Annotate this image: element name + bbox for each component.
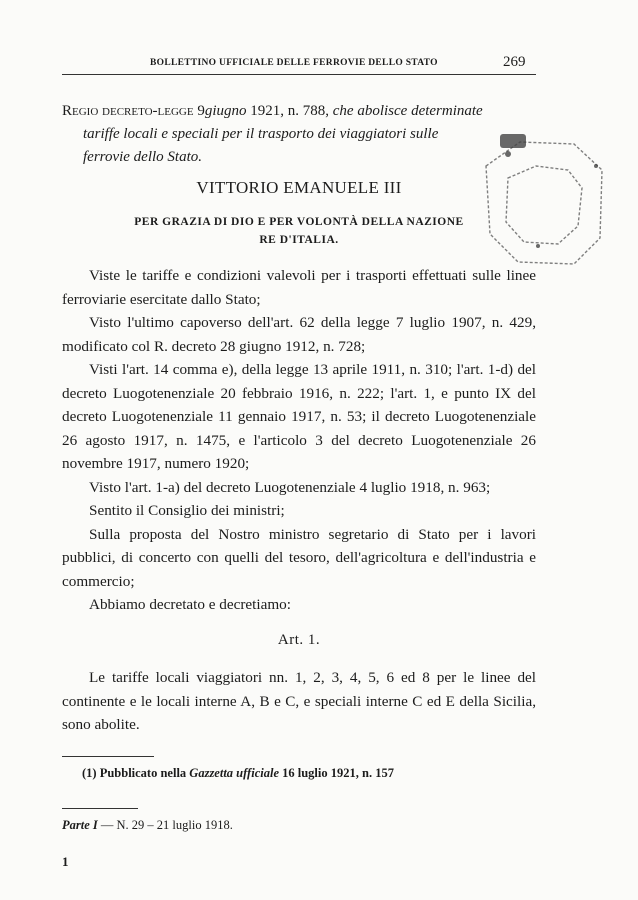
- article-heading: Art. 1.: [277, 632, 321, 648]
- header-rule: [62, 74, 536, 75]
- footnote: [82, 766, 394, 781]
- king-realm: RE D'ITALIA.: [259, 234, 339, 246]
- part-issue: — N. 29 – 21 luglio 1918.: [100, 818, 233, 832]
- decree-type: Regio decreto-legge: [62, 103, 194, 119]
- footnote-gazette: Gazzetta ufficiale: [189, 766, 279, 780]
- decree-title-line1: che abolisce determinate: [332, 103, 483, 119]
- article-body: [62, 666, 536, 737]
- decree-month: giugno: [204, 103, 247, 119]
- recital-paragraph: Sulla proposta del Nostro ministro segretario di Stato per i lavori pubblici, di concerto con quelli del tesoro, dell'agricoltura e dell'industria e commercio;: [62, 525, 536, 590]
- recital-paragraph: Abbiamo decretato e decretiamo:: [89, 596, 291, 613]
- decree-year-number: 1921, n. 788,: [250, 103, 330, 119]
- part-line: [62, 818, 233, 833]
- recital-paragraph: Visti l'art. 14 comma e), della legge 13 aprile 1911, n. 310; l'art. 1-d) del decreto Luogotenenziale 20 febbraio 1916, n. 222; l'art. 1, e punto IX del decreto Luogotenenziale 11 gennaio 1917, n. 53; il decreto Luogotenenziale 26 agosto 1917, n. 1475, e l'articolo 3 del decreto Luogotenenziale 26 novembre 1917, numero 1920;: [62, 361, 536, 472]
- signature-mark: 1: [62, 854, 69, 869]
- king-grace-formula: PER GRAZIA DI DIO E PER VOLONTÀ DELLA NAZIONE: [134, 216, 464, 228]
- recitals: [62, 264, 536, 617]
- bulletin-header-title: BOLLETTINO UFFICIALE DELLE FERROVIE DELLO STATO: [150, 58, 438, 68]
- footnote-rule: [62, 756, 154, 757]
- footnote-date: 16 luglio 1921, n. 157: [282, 766, 394, 780]
- recital-paragraph: Visto l'ultimo capoverso dell'art. 62 della legge 7 luglio 1907, n. 429, modificato col R. decreto 28 giugno 1912, n. 728;: [62, 314, 536, 355]
- page-number: 269: [503, 54, 526, 70]
- part-rule: [62, 808, 138, 809]
- king-name: VITTORIO EMANUELE III: [196, 178, 402, 197]
- recital-paragraph: Visto l'art. 1-a) del decreto Luogotenenziale 4 luglio 1918, n. 963;: [89, 478, 491, 496]
- decree-title-line2: tariffe locali e speciali per il trasporto dei viaggiatori sulle: [83, 126, 439, 142]
- decree-title: [62, 100, 532, 169]
- library-stamp-icon: [478, 126, 610, 274]
- article-paragraph: Le tariffe locali viaggiatori nn. 1, 2, 3, 4, 5, 6 ed 8 per le linee del continente e le locali interne A, B e C, e speciali interne C ed E della Sicilia, sono abolite.: [62, 669, 536, 733]
- decree-title-line3: ferrovie dello Stato.: [83, 149, 203, 165]
- footnote-lead: (1) Pubblicato nella: [82, 766, 187, 780]
- part-label: Parte I: [62, 818, 98, 832]
- recital-paragraph: Viste le tariffe e condizioni valevoli per i trasporti effettuati sulle linee ferroviarie esercitate dallo Stato;: [62, 267, 536, 308]
- recital-paragraph: Sentito il Consiglio dei ministri;: [89, 502, 285, 519]
- decree-day: 9: [197, 103, 205, 119]
